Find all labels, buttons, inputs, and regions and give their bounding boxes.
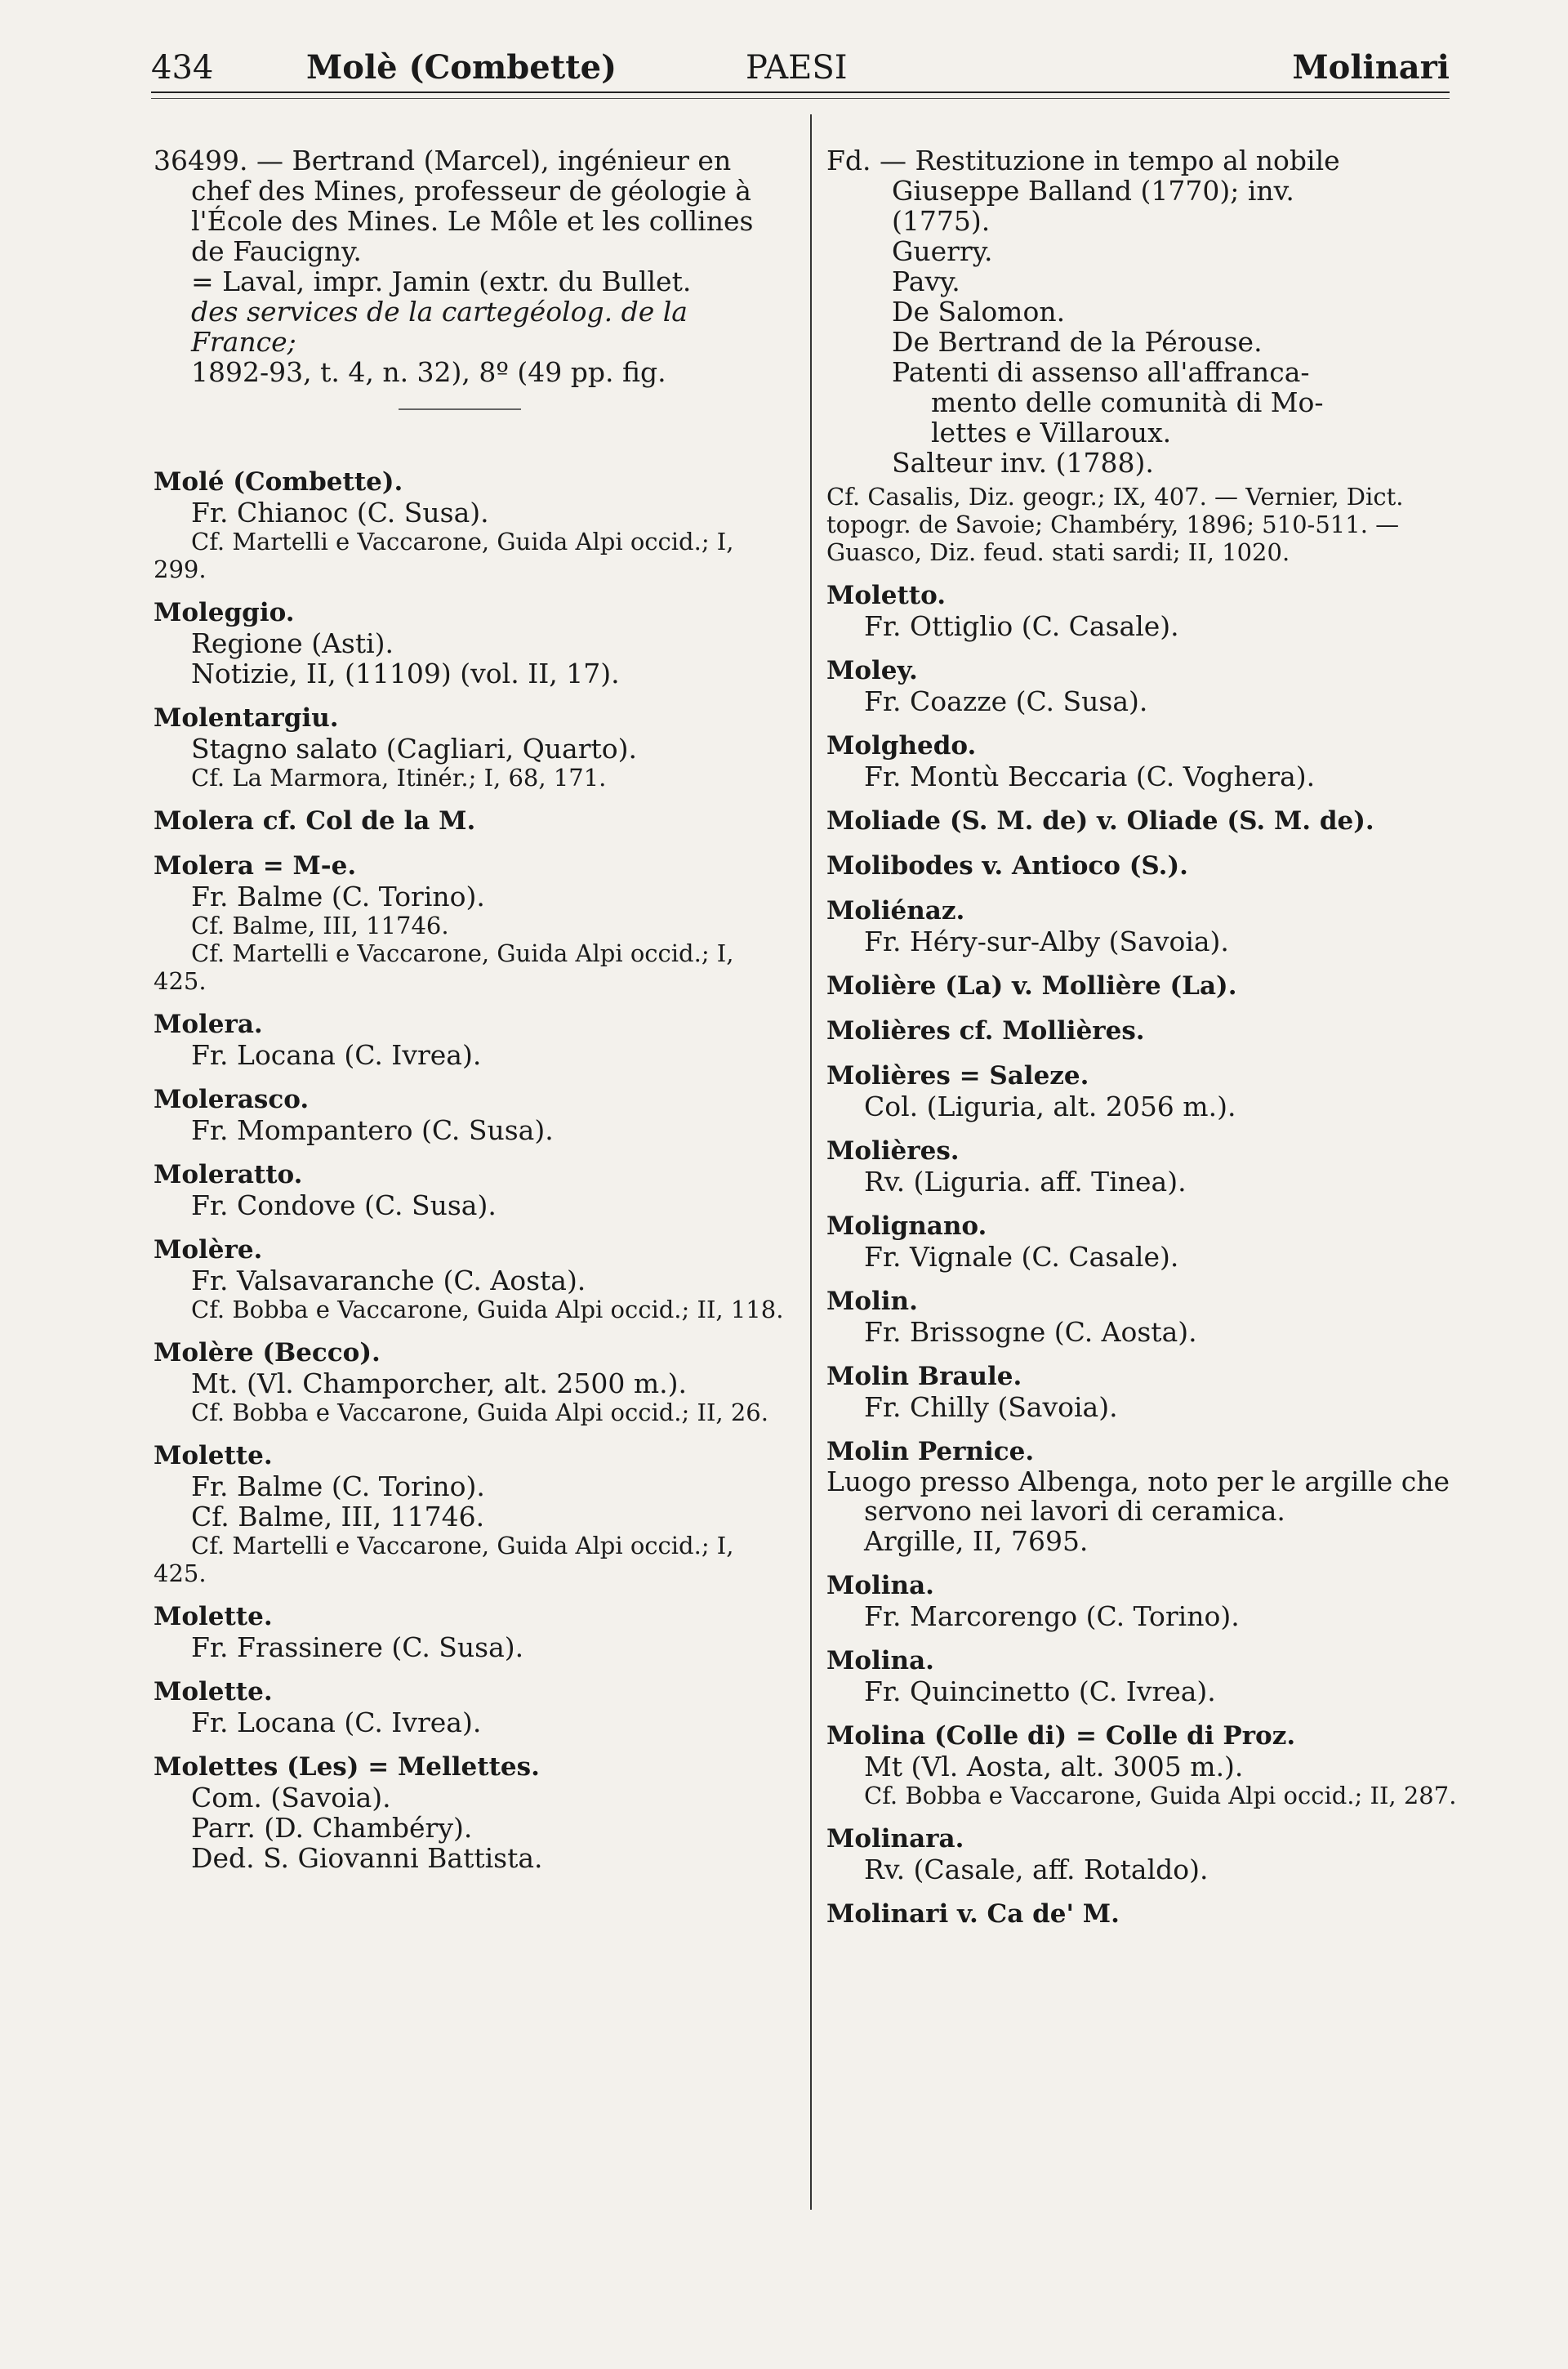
gazetteer-entry bbox=[154, 1441, 791, 1587]
continuation-ref: Cf. Casalis, Diz. geogr.; IX, 407. — Vernier, Dict. topogr. de Savoie; Chambéry, 1896; 510-511. — Guasco, Diz. feud. stati sardi; II, 1020. bbox=[826, 483, 1404, 566]
gazetteer-entry bbox=[826, 851, 1468, 881]
entry-heading: Moliénaz. bbox=[826, 896, 965, 926]
entry-line: Argille, II, 7695. bbox=[864, 1525, 1089, 1557]
entry-line: Fr. Brissogne (C. Aosta). bbox=[864, 1316, 1197, 1348]
entry-line: Fr. Vignale (C. Casale). bbox=[864, 1241, 1179, 1273]
entry-line: Fr. Chianoc (C. Susa). bbox=[191, 497, 489, 529]
entry-line: Fr. Quincinetto (C. Ivrea). bbox=[864, 1675, 1216, 1707]
entry-heading: Molière (La) v. Mollière (La). bbox=[826, 971, 1237, 1001]
page-number: 434 bbox=[151, 49, 214, 87]
entry-reference: Cf. Martelli e Vaccarone, Guida Alpi occid.; I, 425. bbox=[154, 939, 734, 995]
entry-line: Fr. Marcorengo (C. Torino). bbox=[864, 1600, 1240, 1632]
entry-line: Stagno salato (Cagliari, Quarto). bbox=[191, 733, 637, 765]
entry-heading: Molinari v. Ca de' M. bbox=[826, 1899, 1120, 1929]
entry-line: Parr. (D. Chambéry). bbox=[191, 1812, 473, 1844]
intro-line: des services de la cartegéolog. de la France; bbox=[191, 296, 688, 358]
gazetteer-entry bbox=[154, 851, 791, 995]
gazetteer-entry bbox=[154, 1677, 791, 1738]
gazetteer-entry bbox=[154, 1085, 791, 1145]
entry-reference: Cf. La Marmora, Itinér.; I, 68, 171. bbox=[191, 764, 607, 792]
entry-line: Fr. Frassinere (C. Susa). bbox=[191, 1631, 524, 1663]
gazetteer-entry bbox=[154, 1010, 791, 1070]
gazetteer-entry bbox=[826, 971, 1468, 1002]
entry-heading: Molina. bbox=[826, 1571, 934, 1600]
entry-line: Fr. Mompantero (C. Susa). bbox=[191, 1114, 554, 1146]
entry-reference: Cf. Bobba e Vaccarone, Guida Alpi occid.; II, 118. bbox=[191, 1296, 784, 1323]
gazetteer-entry bbox=[154, 703, 791, 792]
entry-heading: Molerasco. bbox=[154, 1085, 310, 1114]
entry-reference: Cf. Martelli e Vaccarone, Guida Alpi occid.; I, 299. bbox=[154, 528, 734, 583]
entry-line: Fr. Coazze (C. Susa). bbox=[864, 685, 1148, 717]
continuation-line: Fd. — Restituzione in tempo al nobile bbox=[826, 145, 1340, 176]
header-rule bbox=[151, 91, 1450, 93]
gazetteer-entry bbox=[826, 1824, 1468, 1885]
gazetteer-entry bbox=[154, 1235, 791, 1323]
entry-line: Fr. Valsavaranche (C. Aosta). bbox=[191, 1265, 586, 1296]
gazetteer-entry bbox=[154, 467, 791, 583]
entry-line: Regione (Asti). bbox=[191, 627, 394, 659]
continuation-line: Pavy. bbox=[892, 265, 960, 297]
continuation-line: Salteur inv. (1788). bbox=[892, 447, 1154, 479]
entry-line: Fr. Locana (C. Ivrea). bbox=[191, 1706, 482, 1738]
entry-line: Fr. Balme (C. Torino). bbox=[191, 1470, 485, 1502]
column-divider bbox=[810, 114, 812, 2210]
entry-line: Cf. Balme, III, 11746. bbox=[191, 1501, 485, 1532]
entry-heading: Moletto. bbox=[826, 581, 947, 610]
entry-line: Notizie, II, (11109) (vol. II, 17). bbox=[191, 658, 620, 689]
gazetteer-entry bbox=[154, 1752, 791, 1873]
continuation-line: De Salomon. bbox=[892, 296, 1066, 328]
gazetteer-entry bbox=[154, 598, 791, 689]
header-rule-thin bbox=[151, 98, 1450, 99]
entry-heading: Molera = M-e. bbox=[154, 851, 357, 881]
right-column bbox=[826, 145, 1468, 1944]
entry-heading: Molettes (Les) = Mellettes. bbox=[154, 1752, 540, 1782]
entry-heading: Molera. bbox=[154, 1010, 263, 1039]
entry-reference: Cf. Bobba e Vaccarone, Guida Alpi occid.; II, 26. bbox=[191, 1399, 768, 1426]
gazetteer-entry bbox=[826, 581, 1468, 641]
entry-heading: Moleratto. bbox=[154, 1160, 303, 1189]
continuation-line: (1775). bbox=[892, 205, 991, 237]
entry-heading: Moley. bbox=[826, 656, 918, 685]
entry-heading: Molières = Saleze. bbox=[826, 1061, 1089, 1091]
entry-line: Fr. Locana (C. Ivrea). bbox=[191, 1039, 482, 1071]
section-title: PAESI bbox=[746, 49, 848, 87]
entry-line: Rv. (Casale, aff. Rotaldo). bbox=[864, 1854, 1209, 1885]
entry-heading: Molère. bbox=[154, 1235, 263, 1265]
entry-line: Fr. Chilly (Savoia). bbox=[864, 1391, 1118, 1423]
entry-heading: Molera cf. Col de la M. bbox=[154, 806, 476, 836]
gazetteer-entry bbox=[826, 806, 1468, 837]
entry-reference: Cf. Balme, III, 11746. bbox=[191, 912, 449, 939]
intro-line: chef des Mines, professeur de géologie à bbox=[191, 175, 751, 207]
entry-heading: Molette. bbox=[154, 1677, 273, 1706]
continuation-line: Patenti di assenso all'affranca- bbox=[892, 356, 1310, 388]
gazetteer-entry bbox=[826, 1646, 1468, 1706]
entry-line: Com. (Savoia). bbox=[191, 1782, 391, 1814]
gazetteer-entry bbox=[154, 806, 791, 837]
entry-line: Mt (Vl. Aosta, alt. 3005 m.). bbox=[864, 1751, 1244, 1782]
continuation-line: mento delle comunità di Mo- bbox=[931, 386, 1324, 418]
continuation-line: Guerry. bbox=[892, 235, 993, 267]
running-title-left: Molè (Combette) bbox=[306, 48, 617, 87]
entry-line: Rv. (Liguria. aff. Tinea). bbox=[864, 1166, 1187, 1198]
entry-line: Fr. Condove (C. Susa). bbox=[191, 1189, 497, 1221]
entry-separator bbox=[399, 408, 521, 410]
entry-line: Mt. (Vl. Champorcher, alt. 2500 m.). bbox=[191, 1367, 687, 1399]
intro-line: de Faucigny. bbox=[191, 235, 362, 267]
continuation-line: Giuseppe Balland (1770); inv. bbox=[892, 175, 1294, 207]
entry-heading: Molina (Colle di) = Colle di Proz. bbox=[826, 1721, 1296, 1751]
intro-line: 1892-93, t. 4, n. 32), 8º (49 pp. fig. bbox=[191, 356, 666, 388]
running-title-right: Molinari bbox=[1292, 48, 1450, 87]
entry-heading: Molinara. bbox=[826, 1824, 964, 1854]
entry-heading: Molentargiu. bbox=[154, 703, 339, 733]
gazetteer-entry bbox=[826, 1571, 1468, 1631]
entry-line: Fr. Balme (C. Torino). bbox=[191, 881, 485, 912]
continuation-entry bbox=[826, 145, 1468, 566]
page-header bbox=[151, 47, 1450, 88]
entry-heading: Moliade (S. M. de) v. Oliade (S. M. de). bbox=[826, 806, 1374, 836]
gazetteer-entry bbox=[826, 1016, 1468, 1046]
entry-heading: Molère (Becco). bbox=[154, 1338, 381, 1367]
intro-entry bbox=[154, 145, 791, 387]
gazetteer-entry bbox=[826, 1899, 1468, 1930]
entry-heading: Molibodes v. Antioco (S.). bbox=[826, 851, 1188, 881]
gazetteer-entry bbox=[826, 1287, 1468, 1347]
entry-heading: Molin Pernice. bbox=[826, 1437, 1035, 1466]
entry-reference: Cf. Bobba e Vaccarone, Guida Alpi occid.; II, 287. bbox=[864, 1782, 1457, 1809]
gazetteer-entry bbox=[154, 1602, 791, 1662]
entry-line: Col. (Liguria, alt. 2056 m.). bbox=[864, 1091, 1236, 1122]
entry-heading: Molghedo. bbox=[826, 731, 977, 761]
entry-line: Fr. Héry-sur-Alby (Savoia). bbox=[864, 926, 1229, 957]
gazetteer-entry bbox=[154, 1160, 791, 1220]
entry-heading: Molé (Combette). bbox=[154, 467, 403, 497]
entry-heading: Molette. bbox=[154, 1441, 273, 1470]
gazetteer-entry bbox=[826, 896, 1468, 957]
entry-heading: Molin Braule. bbox=[826, 1362, 1022, 1391]
intro-line: 36499. — Bertrand (Marcel), ingénieur en bbox=[154, 145, 732, 176]
gazetteer-entry bbox=[826, 1061, 1468, 1122]
entry-heading: Molières cf. Mollières. bbox=[826, 1016, 1145, 1046]
gazetteer-entry bbox=[826, 656, 1468, 716]
entry-heading: Molières. bbox=[826, 1136, 960, 1166]
entry-heading: Molette. bbox=[154, 1602, 273, 1631]
entry-description: Luogo presso Albenga, noto per le argille che servono nei lavori di ceramica. bbox=[826, 1466, 1450, 1527]
left-entries bbox=[154, 467, 791, 1873]
entry-line: Fr. Ottiglio (C. Casale). bbox=[864, 610, 1179, 642]
gazetteer-entry bbox=[826, 1136, 1468, 1197]
entry-heading: Molin. bbox=[826, 1287, 918, 1316]
left-column bbox=[154, 145, 791, 1888]
gazetteer-entry bbox=[826, 731, 1468, 792]
gazetteer-entry bbox=[826, 1362, 1468, 1422]
entry-line: Fr. Montù Beccaria (C. Voghera). bbox=[864, 761, 1316, 792]
continuation-line: lettes e Villaroux. bbox=[931, 417, 1172, 448]
entry-heading: Molina. bbox=[826, 1646, 934, 1675]
intro-line: = Laval, impr. Jamin (extr. du Bullet. bbox=[191, 265, 692, 297]
entry-reference: Cf. Martelli e Vaccarone, Guida Alpi occid.; I, 425. bbox=[154, 1532, 734, 1587]
intro-line: l'École des Mines. Le Môle et les collines bbox=[191, 205, 754, 237]
continuation-line: De Bertrand de la Pérouse. bbox=[892, 326, 1263, 358]
gazetteer-entry bbox=[826, 1721, 1468, 1809]
entry-heading: Molignano. bbox=[826, 1211, 987, 1241]
gazetteer-entry bbox=[826, 1437, 1468, 1556]
gazetteer-entry bbox=[826, 1211, 1468, 1272]
entry-heading: Moleggio. bbox=[154, 598, 295, 627]
gazetteer-entry bbox=[154, 1338, 791, 1426]
entry-line: Ded. S. Giovanni Battista. bbox=[191, 1842, 543, 1874]
right-entries bbox=[826, 581, 1468, 1930]
